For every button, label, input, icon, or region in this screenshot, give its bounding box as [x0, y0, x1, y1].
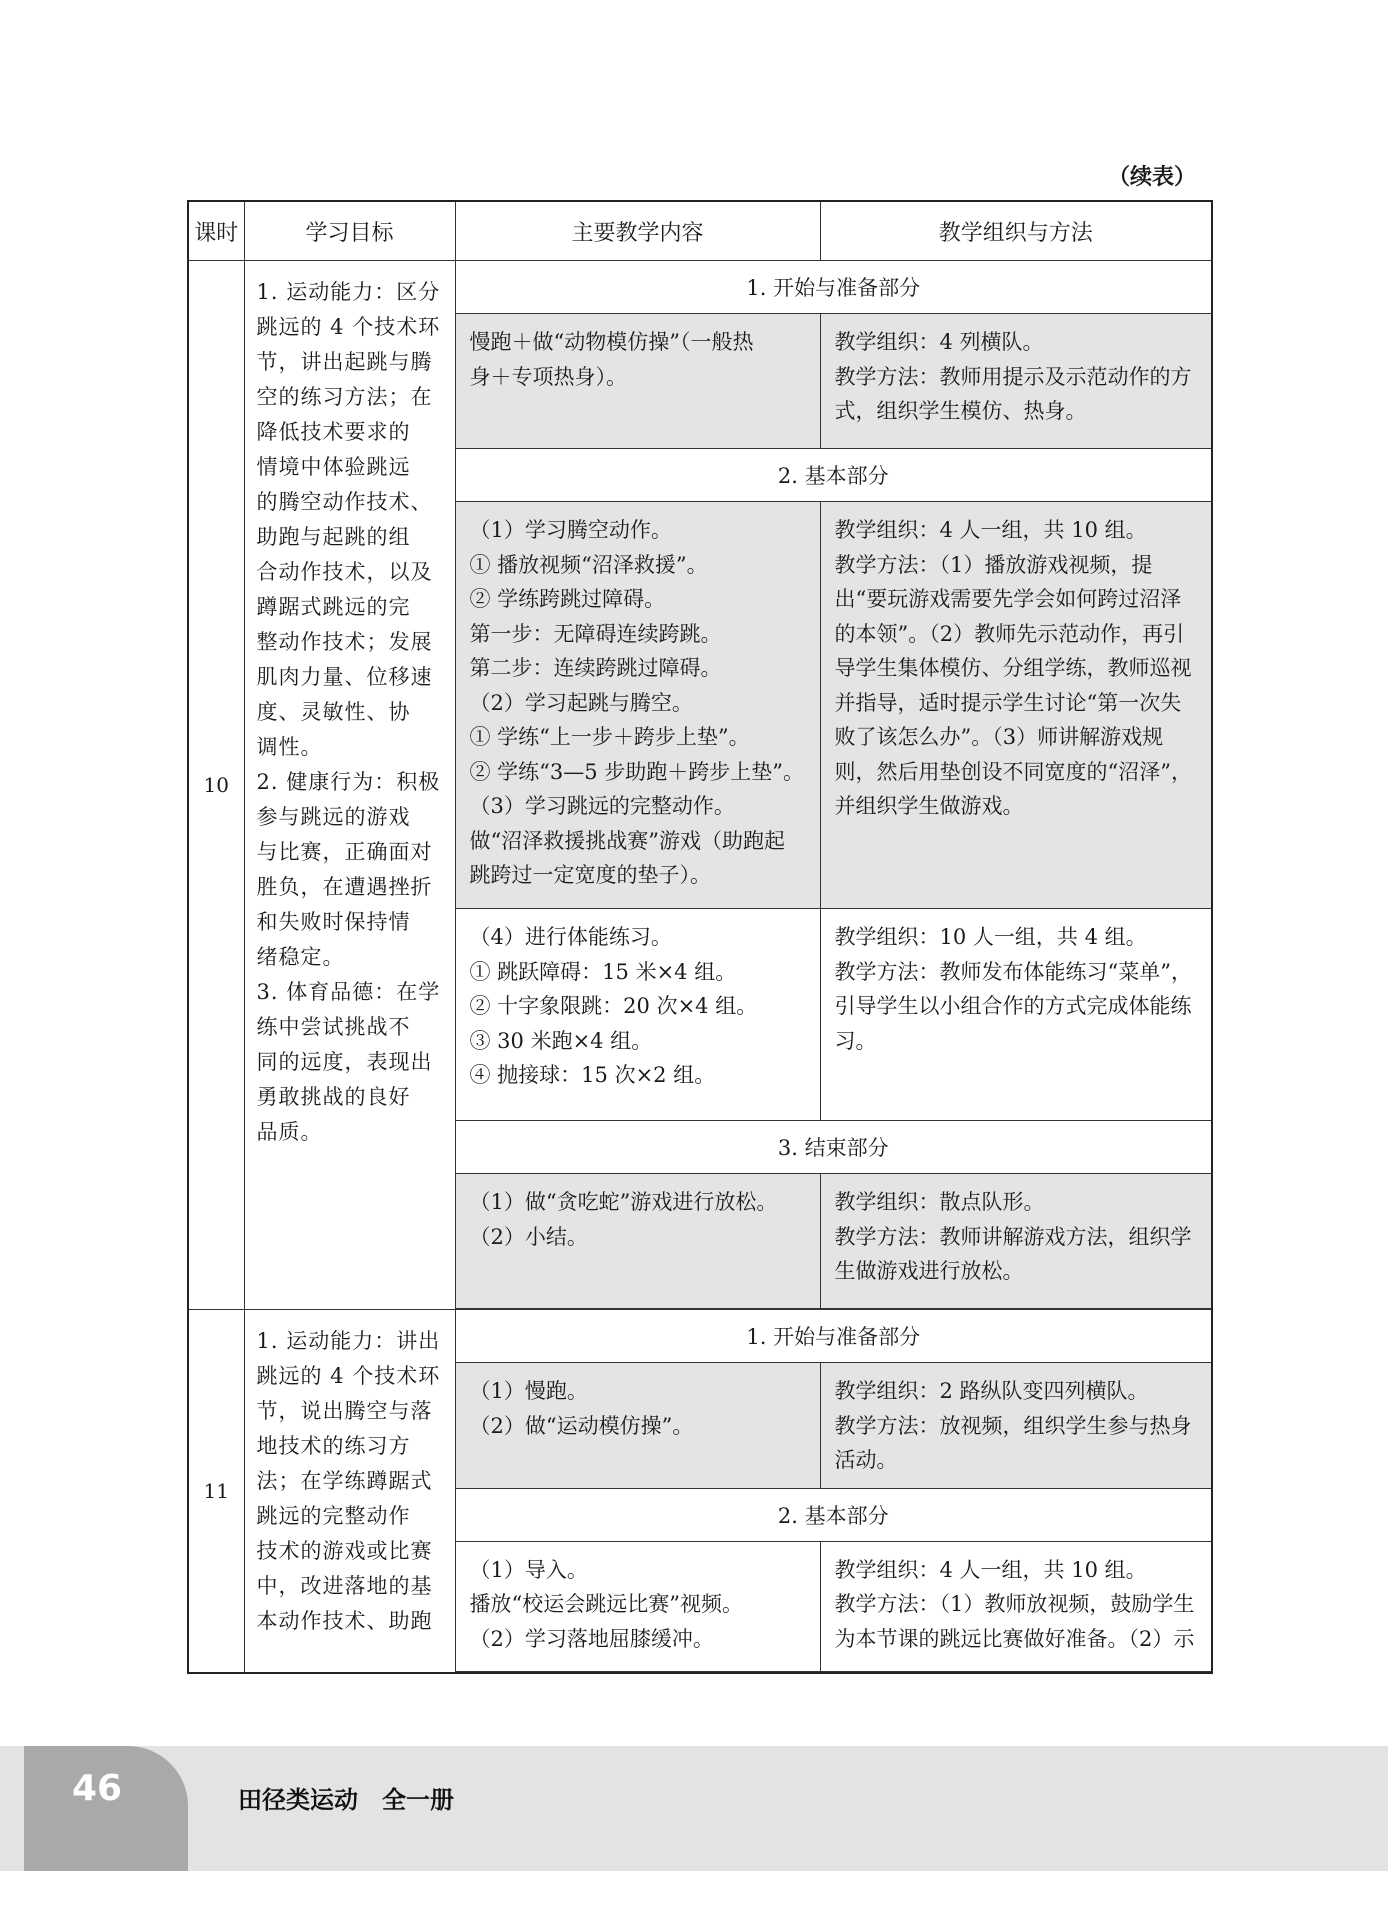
lesson10-prep-title-row	[188, 261, 1212, 314]
header-content: 主要教学内容	[455, 201, 820, 261]
book-title: 田径类运动 全一册	[238, 1786, 454, 1814]
lesson10-end-title: 3. 结束部分	[455, 1121, 1212, 1174]
lesson10-basic-content-2: （4）进行体能练习。 ① 跳跃障碍：15 米×4 组。 ② 十字象限跳：20 次×4 组。 ③ 30 米跑×4 组。 ④ 抛接球：15 次×2 组。	[455, 909, 820, 1121]
header-goals: 学习目标	[244, 201, 455, 261]
lesson11-basic-content: （1）导入。 播放“校运会跳远比赛”视频。 （2）学习落地屈膝缓冲。	[455, 1541, 820, 1671]
lesson11-prep-content: （1）慢跑。 （2）做“运动模仿操”。	[455, 1363, 820, 1489]
lesson10-prep-method: 教学组织：4 列横队。 教学方法：教师用提示及示范动作的方式，组织学生模仿、热身。	[820, 314, 1212, 449]
page-number: 46	[72, 1768, 123, 1809]
lesson10-basic-method-2: 教学组织：10 人一组，共 4 组。 教学方法：教师发布体能练习“菜单”，引导学生以小组合作的方式完成体能练习。	[820, 909, 1212, 1121]
lesson11-goals: 1. 运动能力：讲出 跳远的 4 个技术环 节，说出腾空与落 地技术的练习方 法；在学练蹲踞式 跳远的完整动作 技术的游戏或比赛 中，改进落地的基 本动作技术、助跑	[244, 1310, 455, 1673]
lesson11-basic-title: 2. 基本部分	[455, 1488, 1212, 1541]
lesson-plan-table	[187, 200, 1213, 1674]
lesson11-prep-method: 教学组织：2 路纵队变四列横队。 教学方法：放视频，组织学生参与热身活动。	[820, 1363, 1212, 1489]
header-method: 教学组织与方法	[820, 201, 1212, 261]
lesson10-number: 10	[188, 261, 244, 1310]
lesson11-number: 11	[188, 1310, 244, 1673]
lesson10-basic-method-1: 教学组织：4 人一组，共 10 组。 教学方法：（1）播放游戏视频，提出“要玩游戏需要先学会如何跨过沼泽的本领”。（2）教师先示范动作，再引导学生集体模仿、分组学练，教师巡视并指导，适时提示学生讨论“第一次失败了该怎么办”。（3）师讲解游戏规则，然后用垫创设不同宽度的“沼泽”，并组织学生做游戏。	[820, 502, 1212, 909]
lesson10-prep-content: 慢跑＋做“动物模仿操”（一般热 身＋专项热身）。	[455, 314, 820, 449]
table-header-row	[188, 201, 1212, 261]
lesson10-basic-content-1: （1）学习腾空动作。 ① 播放视频“沼泽救援”。 ② 学练跨跳过障碍。 第一步：无障碍连续跨跳。 第二步：连续跨跳过障碍。 （2）学习起跳与腾空。 ① 学练“上一步＋跨步上垫”。 ② 学练“3—5 步助跑＋跨步上垫”。 （3）学习跳远的完整动作。 做“沼泽救援挑战赛”游戏（助跑起 跳跨过一定宽度的垫子）。	[455, 502, 820, 909]
header-lesson: 课时	[188, 201, 244, 261]
lesson11-prep-title: 1. 开始与准备部分	[455, 1310, 1212, 1363]
lesson11-basic-method: 教学组织：4 人一组，共 10 组。 教学方法：（1）教师放视频，鼓励学生为本节课的跳远比赛做好准备。（2）示	[820, 1541, 1212, 1671]
lesson10-basic-title: 2. 基本部分	[455, 449, 1212, 502]
lesson11-prep-title-row	[188, 1310, 1212, 1363]
lesson10-goals: 1. 运动能力：区分 跳远的 4 个技术环 节，讲出起跳与腾 空的练习方法；在 降低技术要求的 情境中体验跳远 的腾空动作技术、 助跑与起跳的组 合动作技术，以及 蹲踞式跳远的完 整动作技术；发展 肌肉力量、位移速 度、灵敏性、协 调性。 2. 健康行为：积极 参与跳远的游戏 与比赛，正确面对 胜负，在遭遇挫折 和失败时保持情 绪稳定。 3. 体育品德：在学 练中尝试挑战不 同的远度，表现出 勇敢挑战的良好 品质。	[244, 261, 455, 1310]
lesson10-end-content: （1）做“贪吃蛇”游戏进行放松。 （2）小结。	[455, 1174, 820, 1309]
continued-label: （续表）	[1107, 165, 1196, 190]
lesson10-prep-title: 1. 开始与准备部分	[455, 261, 1212, 314]
footer-bar	[0, 1746, 1388, 1871]
lesson10-end-method: 教学组织：散点队形。 教学方法：教师讲解游戏方法，组织学生做游戏进行放松。	[820, 1174, 1212, 1309]
